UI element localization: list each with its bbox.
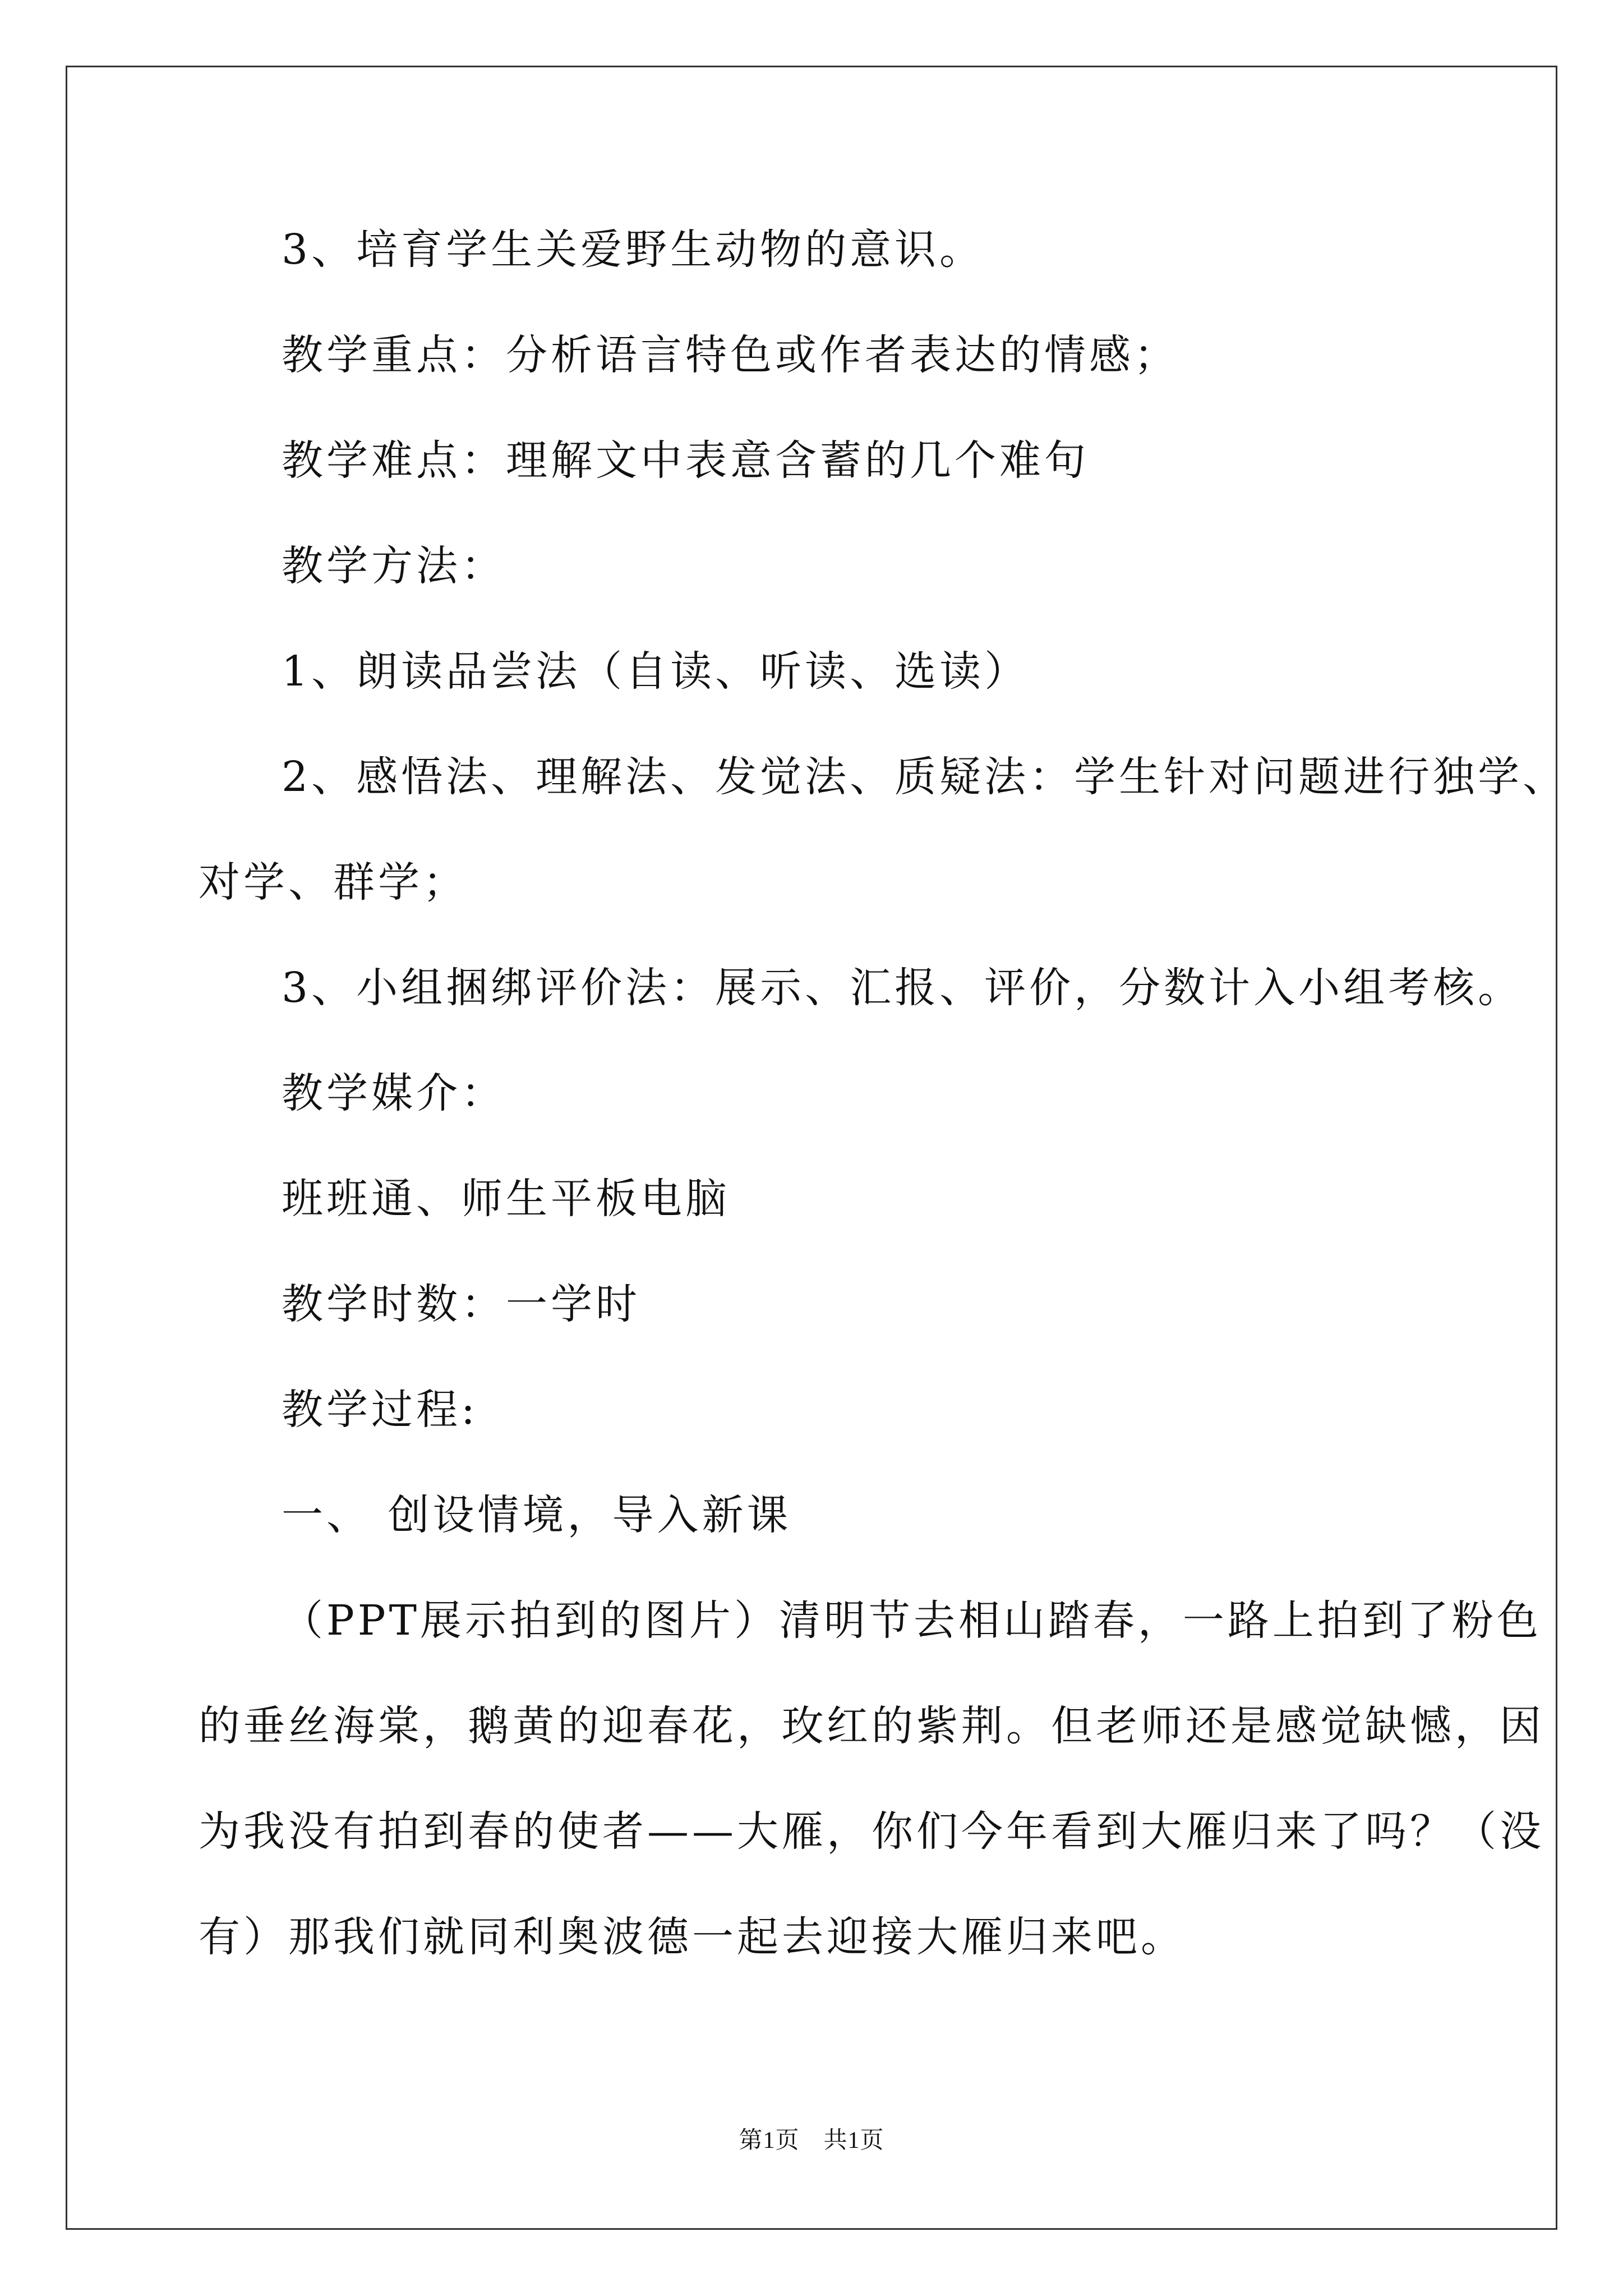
paragraph-intro-line-2: 的垂丝海棠，鹅黄的迎春花，玫红的紫荆。但老师还是感觉缺憾，因 [199, 1702, 1544, 1750]
paragraph-media: 班班通、师生平板电脑 [282, 1175, 730, 1223]
paragraph-method-2: 2、感悟法、理解法、发觉法、质疑法：学生针对问题进行独学、 [282, 753, 1568, 801]
paragraph-teaching-difficulty: 教学难点：理解文中表意含蓄的几个难句 [282, 436, 1089, 485]
heading-section-1: 一、 创设情境，导入新课 [282, 1491, 792, 1539]
heading-teaching-media: 教学媒介： [282, 1069, 506, 1117]
paragraph-method-1: 1、朗读品尝法（自读、听读、选读） [282, 647, 1030, 696]
paragraph-intro-line-4: 有）那我们就同利奥波德一起去迎接大雁归来吧。 [199, 1913, 1186, 1961]
paragraph-method-3: 3、小组捆绑评价法：展示、汇报、评价，分数计入小组考核。 [282, 964, 1523, 1012]
heading-teaching-process: 教学过程: [282, 1386, 478, 1434]
paragraph-teaching-hours: 教学时数：一学时 [282, 1280, 640, 1328]
page-footer: 第1页 共1页 [739, 2128, 884, 2154]
heading-teaching-methods: 教学方法： [282, 542, 506, 590]
page-border [66, 66, 1557, 2230]
paragraph-intro-line-1: （PPT展示拍到的图片）清明节去相山踏春，一路上拍到了粉色 [282, 1596, 1542, 1645]
paragraph-method-2-cont: 对学、群学； [199, 858, 468, 907]
paragraph-intro-line-3: 为我没有拍到春的使者——大雁，你们今年看到大雁归来了吗？（没 [199, 1807, 1544, 1856]
paragraph-teaching-focus: 教学重点：分析语言特色或作者表达的情感； [282, 331, 1179, 379]
paragraph-objective-3: 3、培育学生关爱野生动物的意识。 [282, 226, 985, 274]
